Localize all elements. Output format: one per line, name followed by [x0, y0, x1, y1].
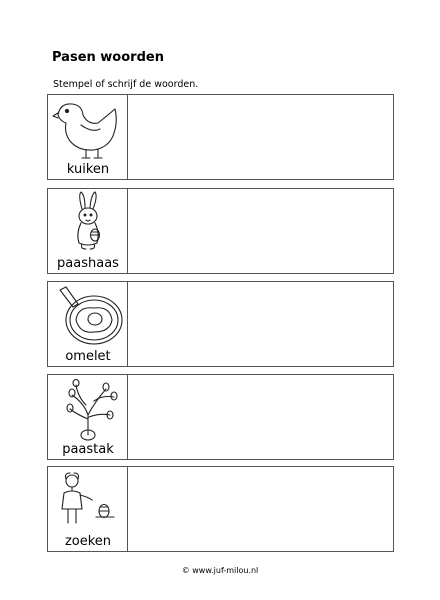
writing-area[interactable] — [128, 95, 393, 179]
picture-cell — [48, 375, 128, 459]
word-row-paashaas — [47, 188, 394, 274]
page-title: Pasen woorden — [52, 50, 164, 65]
writing-area[interactable] — [128, 375, 393, 459]
picture-cell — [48, 95, 128, 179]
word-label: zoeken — [64, 534, 112, 549]
picture-cell — [48, 189, 128, 273]
easter-bunny-icon — [48, 189, 128, 257]
word-label: omelet — [65, 349, 111, 364]
word-row-omelet — [47, 281, 394, 367]
picture-cell — [48, 282, 128, 366]
writing-area[interactable] — [128, 189, 393, 273]
writing-area[interactable] — [128, 467, 393, 551]
footer-copyright: © www.juf-milou.nl — [181, 566, 259, 575]
picture-cell — [48, 467, 128, 551]
word-label: paastak — [62, 442, 114, 457]
word-label: kuiken — [66, 162, 110, 177]
word-label: paashaas — [57, 256, 119, 271]
word-row-paastak — [47, 374, 394, 460]
word-row-kuiken — [47, 94, 394, 180]
frying-pan-icon — [48, 282, 128, 350]
chick-icon — [48, 95, 128, 163]
writing-area[interactable] — [128, 282, 393, 366]
easter-branch-icon — [48, 375, 128, 443]
girl-searching-egg-icon — [48, 467, 128, 535]
instruction-text: Stempel of schrijf de woorden. — [53, 79, 199, 90]
word-row-zoeken — [47, 466, 394, 552]
